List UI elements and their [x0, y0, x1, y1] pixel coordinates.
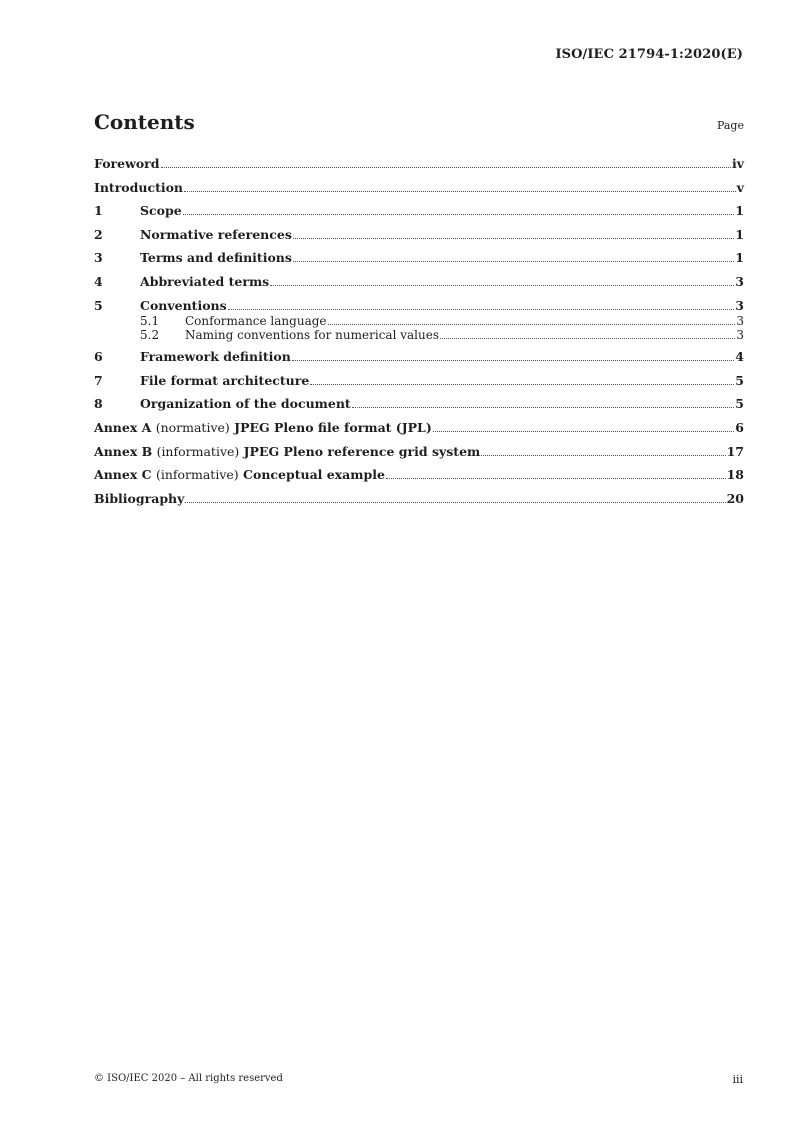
toc-entry-page: 18: [726, 467, 744, 483]
toc-entry-page: 4: [735, 349, 744, 365]
toc-entry-number: 4: [94, 273, 103, 289]
dot-leader: [481, 455, 725, 456]
toc-entry-number: 6: [94, 349, 103, 365]
annex-title: Conceptual example: [243, 467, 385, 483]
dot-leader: [352, 407, 735, 408]
toc-entry-organization[interactable]: [94, 396, 744, 412]
annex-type: (informative): [155, 467, 239, 483]
toc-entry-annex-a[interactable]: [94, 420, 744, 436]
toc-entry-page: 6: [735, 419, 744, 435]
toc-entry-page: 20: [726, 490, 744, 506]
toc-entry-number: 7: [94, 372, 103, 388]
dot-leader: [293, 238, 734, 239]
toc-entry-text: Naming conventions for numerical values: [185, 327, 439, 342]
toc-entry-page: 3: [736, 313, 744, 328]
toc-entry-number: 1: [94, 203, 103, 219]
document-id: ISO/IEC 21794-1:2020(E): [555, 47, 743, 62]
toc-entry-text: Terms and definitions: [140, 250, 292, 266]
toc-entry-text: Scope: [140, 203, 182, 219]
toc-entry-text: Foreword: [94, 156, 160, 171]
toc-annex-text: [94, 420, 432, 436]
toc-entry-file-format-architecture[interactable]: [94, 373, 744, 389]
dot-leader: [433, 431, 735, 432]
dot-leader: [293, 261, 734, 262]
toc-entry-page: 1: [735, 226, 744, 242]
dot-leader: [161, 167, 731, 168]
toc-entry-annex-c[interactable]: [94, 467, 744, 483]
toc-entry-page: 5: [735, 396, 744, 412]
dot-leader: [386, 478, 726, 479]
toc-entry-page: iv: [731, 156, 744, 171]
toc-subentries-conventions: [94, 314, 744, 342]
toc-entry-text: Conformance language: [185, 313, 327, 328]
toc-entry-page: 3: [735, 273, 744, 289]
annex-label: Annex A: [94, 419, 152, 435]
toc-entry-number: 2: [94, 226, 103, 242]
toc-entry-number: 8: [94, 396, 103, 412]
toc-entry-page: 17: [726, 443, 744, 459]
toc-entry-scope[interactable]: [94, 203, 744, 219]
toc-entry-page: v: [736, 179, 744, 195]
toc-entry-text: Bibliography: [94, 490, 185, 506]
dot-leader: [292, 360, 735, 361]
page-column-label: Page: [716, 119, 744, 132]
toc-entry-terms-and-definitions[interactable]: [94, 250, 744, 266]
dot-leader: [328, 324, 736, 325]
toc-entry-text: Abbreviated terms: [140, 273, 270, 289]
toc-entry-number: 3: [94, 250, 103, 266]
annex-title: JPEG Pleno reference grid system: [243, 443, 481, 459]
dot-leader: [310, 384, 734, 385]
annex-type: (normative): [155, 419, 230, 435]
toc-annex-text: [94, 467, 385, 483]
toc-entry-page: 5: [735, 372, 744, 388]
toc-entry-page: 3: [736, 327, 744, 342]
toc-entry-conventions[interactable]: [94, 298, 744, 314]
toc-entry-introduction[interactable]: [94, 180, 744, 196]
toc-entry-annex-b[interactable]: [94, 444, 744, 460]
contents-title-row: [94, 110, 744, 140]
toc-entry-framework-definition[interactable]: [94, 349, 744, 365]
toc-entry-text: Framework definition: [140, 349, 291, 365]
toc-entry-text: File format architecture: [140, 372, 310, 388]
page-number: iii: [732, 1073, 743, 1086]
contents-title: Contents: [94, 110, 195, 134]
toc-entry-normative-references[interactable]: [94, 227, 744, 243]
toc-entry-text: Conventions: [140, 297, 227, 313]
toc-entry-foreword[interactable]: [94, 156, 744, 172]
toc-entry-page: 1: [735, 203, 744, 219]
toc-entry-number: 5: [94, 297, 103, 313]
annex-label: Annex B: [94, 443, 153, 459]
toc-entry-number: 5.2: [140, 327, 160, 342]
toc-subentry-naming-conventions[interactable]: [94, 328, 744, 342]
annex-title: JPEG Pleno file format (JPL): [234, 419, 432, 435]
dot-leader: [440, 338, 735, 339]
table-of-contents: [94, 156, 744, 514]
toc-entry-text: Normative references: [140, 226, 292, 242]
copyright-notice: © ISO/IEC 2020 – All rights reserved: [94, 1073, 283, 1084]
toc-entry-number: 5.1: [140, 313, 160, 328]
dot-leader: [270, 285, 734, 286]
annex-label: Annex C: [94, 467, 152, 483]
toc-entry-text: Organization of the document: [140, 396, 351, 412]
dot-leader: [183, 214, 735, 215]
dot-leader: [184, 191, 736, 192]
toc-entry-page: 3: [735, 297, 744, 313]
toc-entry-text: Introduction: [94, 179, 184, 195]
toc-annex-text: [94, 444, 480, 460]
toc-entry-page: 1: [735, 250, 744, 266]
toc-entry-abbreviated-terms[interactable]: [94, 274, 744, 290]
annex-type: (informative): [156, 443, 240, 459]
dot-leader: [228, 309, 735, 310]
toc-subentry-conformance-language[interactable]: [94, 314, 744, 328]
toc-entry-bibliography[interactable]: [94, 491, 744, 507]
dot-leader: [185, 502, 725, 503]
